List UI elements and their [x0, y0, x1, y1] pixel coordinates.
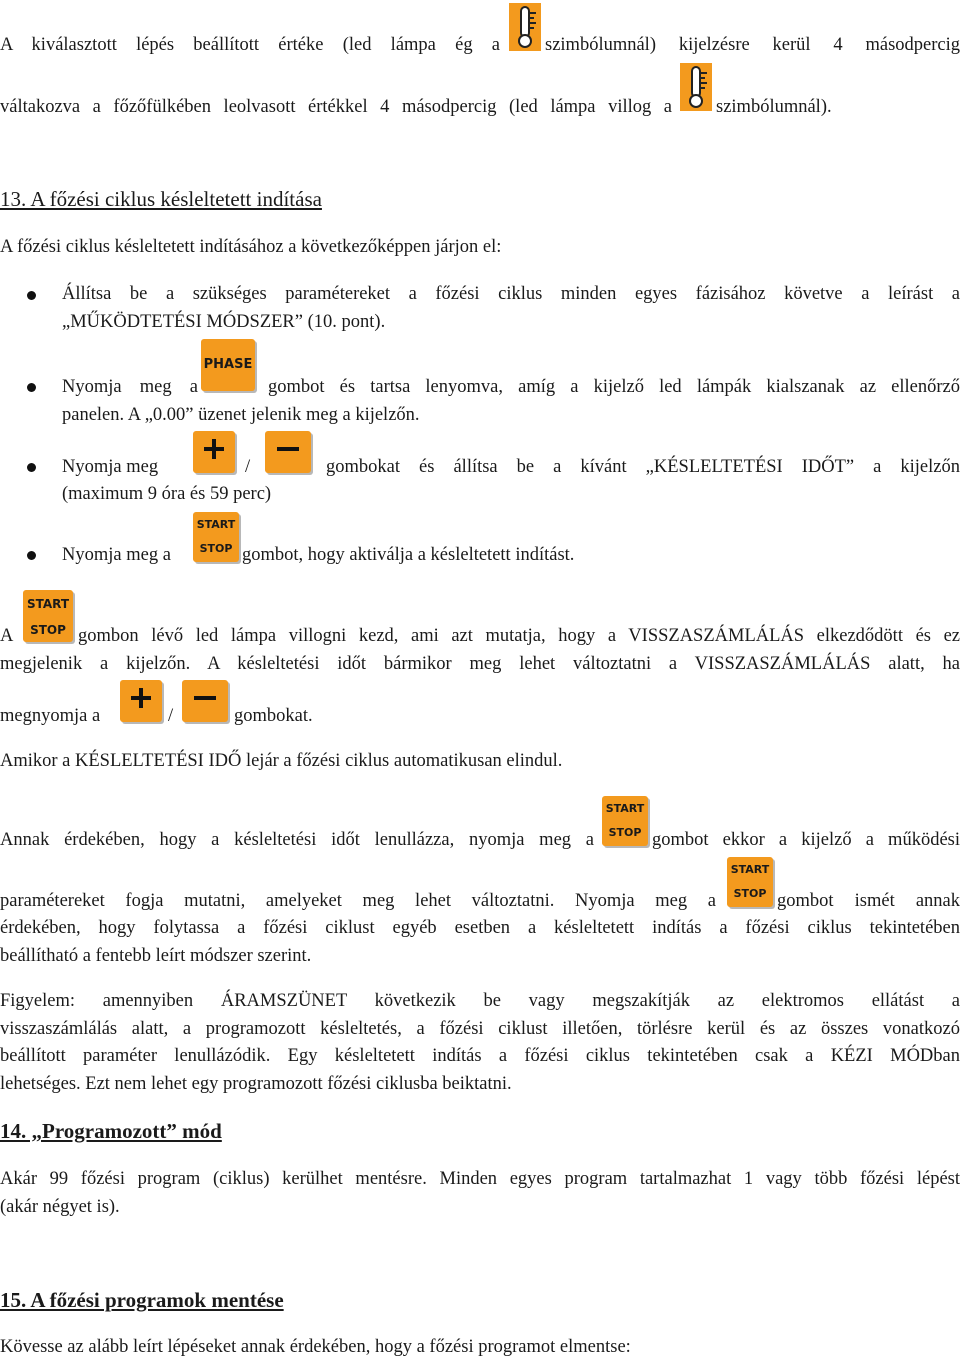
para-4-line-3: beállított paraméter lenullázódik. Egy késleltetett indítás a főzési ciklus tekintetében csak a KÉZI MÓDban	[0, 1046, 960, 1066]
bullet-dot	[27, 383, 36, 392]
bullet-3-text-a: Nyomja meg	[62, 457, 159, 477]
para-3-text-b: gombot ekkor a kijelző a működési	[652, 830, 960, 850]
section-14-heading: 14. „Programozott” mód	[0, 1119, 222, 1143]
minus-button-icon	[182, 680, 228, 722]
section-14-line-1: Akár 99 főzési program (ciklus) kerülhet mentésre. Minden egyes program tartalmazhat 1 vagy több főzési lépést	[0, 1169, 960, 1189]
para-4-line-4: lehetséges. Ezt nem lehet egy programozott főzési ciklusba beiktatni.	[0, 1074, 512, 1094]
bullet-1-line-2: „MŰKÖDTETÉSI MÓDSZER” (10. pont).	[62, 312, 386, 332]
start-stop-button-icon	[23, 590, 73, 642]
para-3-line-2a: paramétereket fogja mutatni, amelyeket meg lehet változtatni. Nyomja meg a	[0, 891, 716, 911]
minus-button-icon	[265, 431, 311, 473]
intro-line-2b: szimbólumnál).	[716, 97, 832, 117]
para-1-text-b: gombon lévő led lámpa villogni kezd, ami azt mutatja, hogy a VISSZASZÁMLÁLÁS elkezdődött és ez	[78, 626, 960, 646]
bullet-dot	[27, 291, 36, 300]
para-1-slash: /	[168, 706, 174, 726]
start-label: START	[605, 802, 645, 815]
para-1-text-a: A	[0, 626, 14, 646]
section-13-lead: A főzési ciklus késleltetett indításához a következőképpen járjon el:	[0, 237, 502, 257]
section-15-line-1: Kövesse az alább leírt lépéseket annak érdekében, hogy a főzési programot elmentse:	[0, 1337, 631, 1357]
thermometer-icon	[680, 63, 712, 111]
para-3-text-a: Annak érdekében, hogy a késleltetési időt lenullázza, nyomja meg a	[0, 830, 594, 850]
start-stop-button-icon	[193, 512, 239, 562]
section-14-line-2: (akár négyet is).	[0, 1197, 120, 1217]
bullet-4-text-b: gombot, hogy aktiválja a késleltetett indítást.	[242, 545, 575, 565]
bullet-3-text-b: gombokat és állítsa be a kívánt „KÉSLELTETÉSI IDŐT” a kijelzőn	[326, 457, 960, 477]
bullet-2-line-2: panelen. A „0.00” üzenet jelenik meg a kijelzőn.	[62, 405, 420, 425]
bullet-dot	[27, 463, 36, 472]
phase-button-icon	[201, 339, 255, 391]
bullet-2-text-a: Nyomja meg a	[62, 377, 198, 397]
bullet-3-line-2: (maximum 9 óra és 59 perc)	[62, 484, 272, 504]
plus-button-icon	[193, 431, 235, 473]
start-stop-button-icon	[727, 857, 773, 907]
start-label: START	[26, 597, 70, 611]
para-2: Amikor a KÉSLELTETÉSI IDŐ lejár a főzési ciklus automatikusan elindul.	[0, 751, 563, 771]
para-1-line-3b: gombokat.	[234, 706, 313, 726]
intro-line-1b: szimbólumnál) kijelzésre kerül 4 másodpercig	[545, 35, 960, 55]
stop-label: STOP	[30, 623, 66, 637]
bullet-dot	[27, 551, 36, 560]
para-3-line-2b: gombot ismét annak	[777, 891, 960, 911]
start-label: START	[196, 518, 236, 531]
intro-line-1a: A kiválasztott lépés beállított értéke (led lámpa ég a	[0, 35, 500, 55]
section-15-heading: 15. A főzési programok mentése	[0, 1288, 284, 1312]
bullet-1-line-1: Állítsa be a szükséges paramétereket a főzési ciklus minden egyes fázisához követve a leírást a	[62, 284, 960, 304]
plus-button-icon	[120, 680, 162, 722]
section-13-heading: 13. A főzési ciklus késleltetett indítása	[0, 187, 322, 211]
start-stop-button-icon	[602, 796, 648, 846]
para-3-line-3: érdekében, hogy folytassa a főzési ciklust egyéb esetben a késleltetett indítás a főzési ciklus tekintetében	[0, 918, 960, 938]
thermometer-icon	[509, 3, 541, 51]
bullet-2-text-b: gombot és tartsa lenyomva, amíg a kijelző led lámpák kialszanak az ellenőrző	[268, 377, 960, 397]
para-1-line-2: megjelenik a kijelzőn. A késleltetési időt bármikor meg lehet változtatni a VISSZASZÁMLÁLÁS alatt, ha	[0, 654, 960, 674]
stop-label: STOP	[199, 542, 233, 555]
phase-label: PHASE	[203, 357, 253, 372]
intro-line-2a: váltakozva a főzőfülkében leolvasott értékkel 4 másodpercig (led lámpa villog a	[0, 97, 672, 117]
start-label: START	[730, 863, 770, 876]
stop-label: STOP	[733, 887, 767, 900]
bullet-3-slash: /	[245, 457, 251, 477]
stop-label: STOP	[608, 826, 642, 839]
para-4-line-1: Figyelem: amennyiben ÁRAMSZÜNET következik be vagy megszakítják az elektromos ellátást a	[0, 991, 960, 1011]
para-3-line-4: beállítható a fentebb leírt módszer szerint.	[0, 946, 312, 966]
para-1-line-3a: megnyomja a	[0, 706, 101, 726]
bullet-4-text-a: Nyomja meg a	[62, 545, 171, 565]
para-4-line-2: visszaszámlálás alatt, a programozott késleltetés, a főzési ciklust illetően, törlésre kerül és az összes vonatkozó	[0, 1019, 960, 1039]
